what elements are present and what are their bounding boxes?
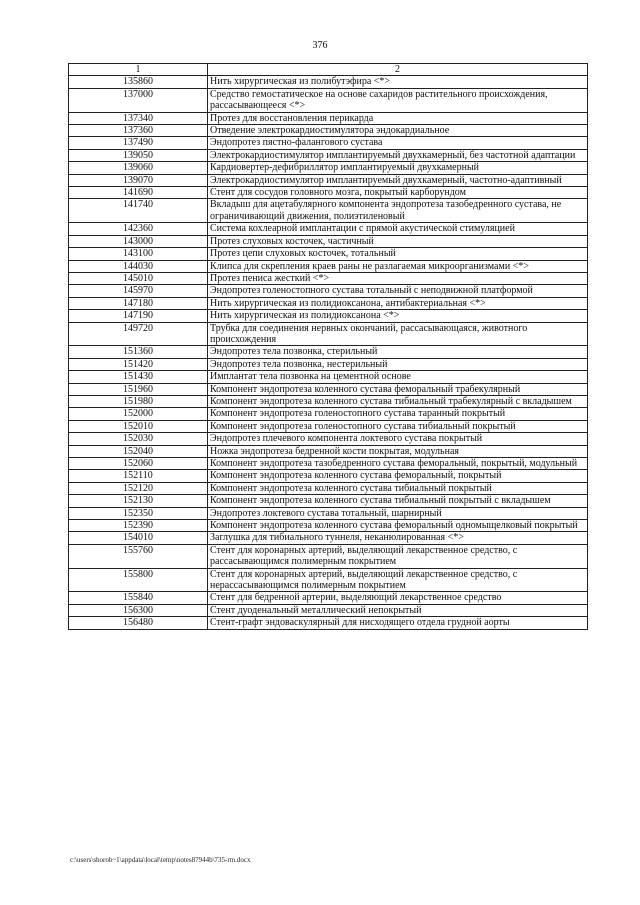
cell-name: Компонент эндопротеза коленного сустава феморальный, покрытый [208,470,588,482]
table-row [69,260,588,272]
table-row [69,395,588,407]
device-code-table [68,63,588,630]
table-row [69,408,588,420]
table-row [69,420,588,432]
cell-code: 135860 [69,76,208,88]
table-row [69,544,588,568]
table-row [69,187,588,199]
table-row [69,532,588,544]
cell-code: 152120 [69,482,208,494]
table-row [69,568,588,592]
table-row [69,235,588,247]
table-row [69,458,588,470]
cell-name: Эндопротез пястно-фалангового сустава [208,137,588,149]
cell-name: Стент для бедренной артерии, выделяющий лекарственное средство [208,592,588,604]
table-row [69,482,588,494]
table-row [69,433,588,445]
table-header-row [69,64,588,76]
cell-code: 139060 [69,162,208,174]
cell-name: Электрокардиостимулятор имплантируемый двухкамерный, частотно-адаптивный [208,174,588,186]
cell-name: Компонент эндопротеза коленного сустава тибиальный покрытый с вкладышем [208,495,588,507]
cell-code: 139050 [69,149,208,161]
cell-code: 152060 [69,458,208,470]
cell-code: 151420 [69,358,208,370]
cell-code: 152030 [69,433,208,445]
cell-name: Компонент эндопротеза коленного сустава феморальный трабекулярный [208,383,588,395]
cell-name: Нить хирургическая из полибутэфира <*> [208,76,588,88]
cell-code: 152110 [69,470,208,482]
cell-code: 142360 [69,223,208,235]
cell-name: Эндопротез тела позвонка, стерильный [208,346,588,358]
table-row [69,88,588,112]
cell-code: 147190 [69,310,208,322]
cell-code: 152390 [69,520,208,532]
cell-code: 152040 [69,445,208,457]
cell-code: 151360 [69,346,208,358]
cell-name: Стент-графт эндоваскулярный для нисходящего отдела грудной аорты [208,617,588,629]
cell-code: 151980 [69,395,208,407]
column-header-name: 2 [208,64,588,76]
cell-name: Клипса для скрепления краев раны не разлагаемая микроорганизмами <*> [208,260,588,272]
cell-code: 147180 [69,297,208,309]
cell-name: Компонент эндопротеза тазобедренного сустава феморальный, покрытый, модульный [208,458,588,470]
table-row [69,137,588,149]
cell-name: Протез пениса жесткий <*> [208,272,588,284]
cell-name: Стент для коронарных артерий, выделяющий лекарственное средство, с рассасывающимся полимерным покрытием [208,544,588,568]
cell-name: Эндопротез локтевого сустава тотальный, шарнирный [208,507,588,519]
table-row [69,470,588,482]
cell-code: 155840 [69,592,208,604]
cell-name: Стент для коронарных артерий, выделяющий лекарственное средство, с нерассасывающимся полимерным покрытием [208,568,588,592]
table-row [69,346,588,358]
cell-name: Эндопротез плечевого компонента локтевого сустава покрытый [208,433,588,445]
cell-code: 141690 [69,187,208,199]
cell-name: Вкладыш для ацетабулярного компонента эндопротеза тазобедренного сустава, не ограничивающий движения, полиэтиленовый [208,199,588,223]
cell-code: 156300 [69,604,208,616]
table-row [69,445,588,457]
cell-code: 137340 [69,112,208,124]
cell-code: 151430 [69,371,208,383]
table-row [69,76,588,88]
cell-name: Эндопротез голеностопного сустава тотальный с неподвижной платформой [208,285,588,297]
cell-name: Протез цепи слуховых косточек, тотальный [208,248,588,260]
cell-name: Заглушка для тибиального туннеля, неканюлированная <*> [208,532,588,544]
cell-name: Протез слуховых косточек, частичный [208,235,588,247]
cell-code: 154010 [69,532,208,544]
cell-name: Кардиовертер-дефибриллятор имплантируемый двухкамерный [208,162,588,174]
cell-name: Компонент эндопротеза коленного сустава тибиальный покрытый [208,482,588,494]
table-row [69,507,588,519]
cell-code: 152350 [69,507,208,519]
cell-name: Компонент эндопротеза голеностопного сустава тибиальный покрытый [208,420,588,432]
cell-name: Стент для сосудов головного мозга, покрытый карборундом [208,187,588,199]
cell-name: Средство гемостатическое на основе сахаридов растительного происхождения, рассасывающееся <*> [208,88,588,112]
table-row [69,322,588,346]
table-body [69,76,588,629]
cell-name: Трубка для соединения нервных окончаний, рассасывающаяся, животного происхождения [208,322,588,346]
table-row [69,112,588,124]
cell-code: 156480 [69,617,208,629]
cell-name: Имплантат тела позвонка на цементной основе [208,371,588,383]
table-row [69,371,588,383]
cell-code: 152130 [69,495,208,507]
cell-code: 139070 [69,174,208,186]
cell-name: Компонент эндопротеза коленного сустава тибиальный трабекулярный с вкладышем [208,395,588,407]
cell-name: Компонент эндопротеза коленного сустава феморальный одномыщелковый покрытый [208,520,588,532]
cell-code: 155760 [69,544,208,568]
cell-code: 137490 [69,137,208,149]
table-row [69,162,588,174]
cell-name: Протез для восстановления перикарда [208,112,588,124]
cell-name: Стент дуоденальный металлический непокрытый [208,604,588,616]
cell-code: 152000 [69,408,208,420]
cell-code: 145010 [69,272,208,284]
table-row [69,125,588,137]
cell-code: 149720 [69,322,208,346]
table-row [69,174,588,186]
cell-name: Система кохлеарной имплантации с прямой акустической стимуляцией [208,223,588,235]
cell-name: Отведение электрокардиостимулятора эндокардиальное [208,125,588,137]
table-row [69,149,588,161]
cell-name: Компонент эндопротеза голеностопного сустава таранный покрытый [208,408,588,420]
table-row [69,358,588,370]
cell-name: Электрокардиостимулятор имплантируемый двухкамерный, без частотной адаптации [208,149,588,161]
table-row [69,297,588,309]
column-header-code: 1 [69,64,208,76]
table-row [69,223,588,235]
cell-code: 155800 [69,568,208,592]
table-row [69,495,588,507]
table-row [69,272,588,284]
cell-name: Ножка эндопротеза бедренной кости покрытая, модульная [208,445,588,457]
table-row [69,285,588,297]
table-row [69,604,588,616]
page-number: 376 [312,40,328,51]
cell-name: Эндопротез тела позвонка, нестерильный [208,358,588,370]
table-row [69,617,588,629]
table-row [69,383,588,395]
cell-code: 137360 [69,125,208,137]
footer-file-path: c:\users\shorob~1\appdata\local\temp\notes87944b\735-rm.docx [70,856,251,864]
cell-code: 151960 [69,383,208,395]
cell-name: Нить хирургическая из полидиоксанона, антибактериальная <*> [208,297,588,309]
cell-code: 145970 [69,285,208,297]
cell-code: 143100 [69,248,208,260]
table-row [69,310,588,322]
cell-code: 143000 [69,235,208,247]
table-row [69,520,588,532]
table-row [69,199,588,223]
cell-code: 152010 [69,420,208,432]
cell-code: 141740 [69,199,208,223]
table-row [69,248,588,260]
cell-code: 144030 [69,260,208,272]
cell-code: 137000 [69,88,208,112]
table-row [69,592,588,604]
cell-name: Нить хирургическая из полидиоксанона <*> [208,310,588,322]
